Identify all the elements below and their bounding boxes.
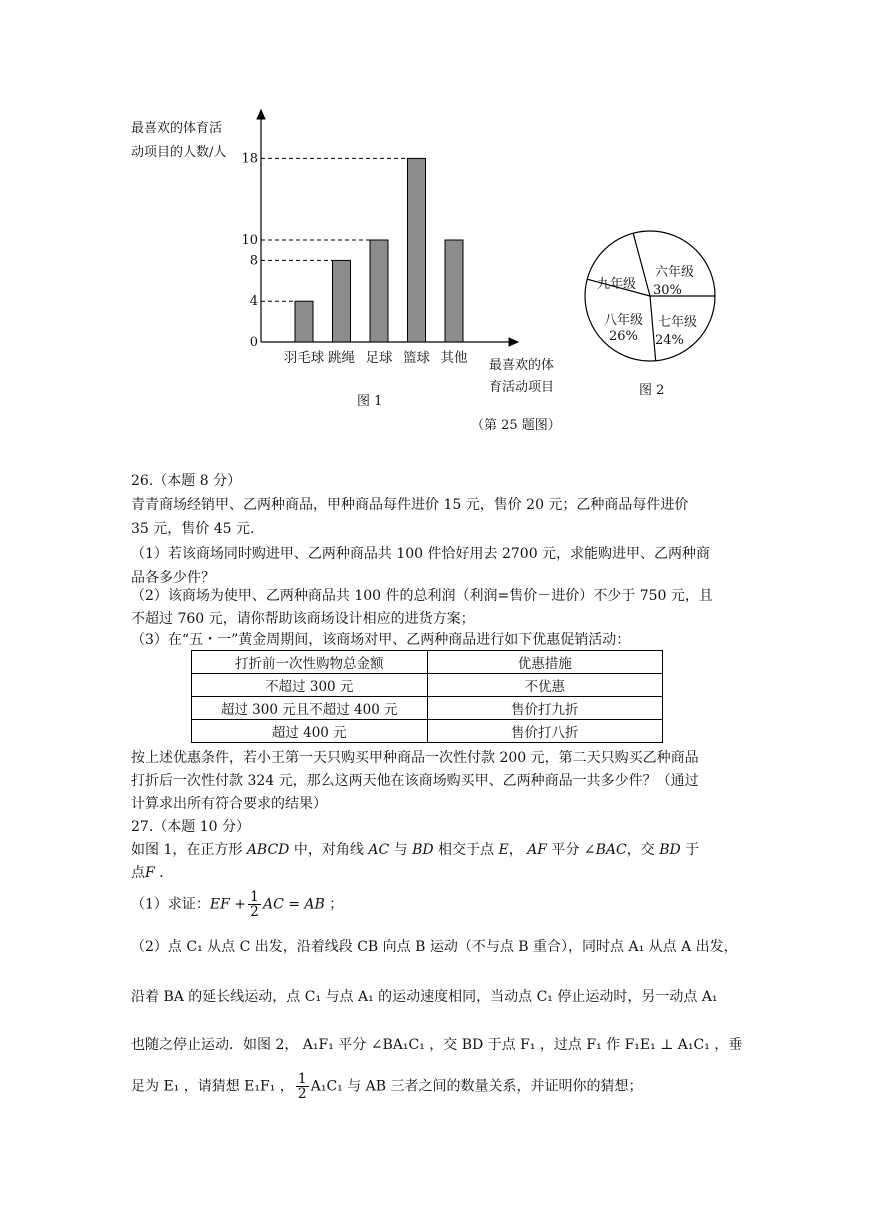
q26-part2-line2: 不超过 760 元，请你帮助该商场设计相应的进货方案； [131,611,475,627]
y-tick-label: 10 [241,233,258,248]
pie-pct-grade6: 30% [653,283,682,298]
table-cell: 不优惠 [427,674,663,697]
q26-part2-line1: （2）该商场为使甲、乙两种商品共 100 件的总利润（利润=售价－进价）不少于 750 元，且 [131,588,713,604]
pie-pct-grade8: 26% [609,329,638,344]
figure2-caption: 图 2 [639,383,665,398]
q26-heading: 26.（本题 8 分） [131,473,242,489]
q27-part2-line4: 足为 E₁ ，请猜想 E₁F₁ ， $\frac{1}{2}$ A₁C₁ 与 AB 三者之间的数量关系，并证明你的猜想； [131,1071,643,1102]
pie-label-grade8: 八年级 [604,313,644,328]
q26-part3: （3）在“五・一”黄金周期间，该商场对甲、乙两种商品进行如下优惠促销活动： [131,632,631,648]
pie-label-grade6: 六年级 [655,265,695,280]
bar-chart-ylabel-line1: 最喜欢的体育活 [131,121,223,136]
y-tick-label: 4 [249,294,258,310]
table-cell: 售价打九折 [427,697,663,720]
fraction-half: $\frac{1}{2}$ [297,1071,307,1102]
table-header-cell: 优惠措施 [427,651,663,674]
y-tick-label: 8 [249,253,258,269]
table-cell: 超过 300 元且不超过 400 元 [192,697,428,720]
pie-pct-grade7: 24% [655,333,684,348]
table-row [192,697,663,720]
y-tick-label: 0 [249,335,258,350]
x-tick-label: 跳绳 [328,350,355,366]
pie-chart [0,0,869,440]
x-tick-label: 足球 [365,350,393,366]
bar-chart-ylabel-line2: 动项目的人数/人 [131,145,227,160]
y-tick-label: 18 [241,151,258,167]
table-row [192,720,663,743]
table-header-cell: 打折前一次性购物总金额 [192,651,428,674]
q27-part1: （1）求证：EF + $\frac{1}{2}$ AC = AB ； [131,889,344,920]
bar-chart-xlabel-line2: 育活动项目 [489,380,555,395]
table-header-row [192,651,663,674]
discount-table [191,650,663,743]
table-cell: 不超过 300 元 [192,674,428,697]
fraction-half: $\frac{1}{2}$ [250,889,259,920]
q27-heading: 27.（本题 10 分） [131,819,250,835]
table-cell: 超过 400 元 [192,720,428,743]
q26-part1-line2: 品各多少件？ [131,570,215,586]
table-row [192,674,663,697]
q26-intro-line1: 青青商场经销甲、乙两种商品，甲种商品每件进价 15 元，售价 20 元；乙种商品每件进价 [131,497,689,513]
q26-part1-line1: （1）若该商场同时购进甲、乙两种商品共 100 件恰好用去 2700 元，求能购进甲、乙两种商 [131,546,711,562]
figure-caption: （第 25 题图） [471,418,561,433]
q27-part2-line2: 沿着 BA 的延长线运动，点 C₁ 与点 A₁ 的运动速度相同，当动点 C₁ 停止运动时，另一动点 A₁ [131,989,718,1005]
q26-after-line1: 按上述优惠条件，若小王第一天只购买甲种商品一次性付款 200 元，第二天只购买乙种商品 [131,750,699,766]
x-tick-label: 篮球 [403,350,430,366]
x-tick-label: 羽毛球 [283,350,325,366]
pie-label-grade9: 九年级 [597,277,637,292]
q26-after-line2: 打折后一次性付款 324 元，那么这两天他在该商场购买甲、乙两种商品一共多少件？（通过 [131,773,699,789]
table-cell: 售价打八折 [427,720,663,743]
bar-chart-xlabel-line1: 最喜欢的体 [489,358,555,373]
q27-line1: 如图 1，在正方形 ABCD 中，对角线 AC 与 BD 相交于点 E， AF 平分 ∠BAC，交 BD 于 [131,842,700,858]
q27-part2-line3: 也随之停止运动．如图 2， A₁F₁ 平分 ∠BA₁C₁ ，交 BD 于点 F₁ ，过点 F₁ 作 F₁E₁ ⊥ A₁C₁ ，垂 [131,1037,743,1053]
pie-label-grade7: 七年级 [658,315,698,330]
q27-part2-line1: （2）点 C₁ 从点 C 出发，沿着线段 CB 向点 B 运动（不与点 B 重合），同时点 A₁ 从点 A 出发， [131,939,738,955]
q26-after-line3: 计算求出所有符合要求的结果） [131,796,327,812]
figure1-caption: 图 1 [357,394,383,409]
x-tick-label: 其他 [440,350,468,366]
q27-line2: 点F . [131,865,164,881]
q26-intro-line2: 35 元，售价 45 元. [131,521,255,537]
